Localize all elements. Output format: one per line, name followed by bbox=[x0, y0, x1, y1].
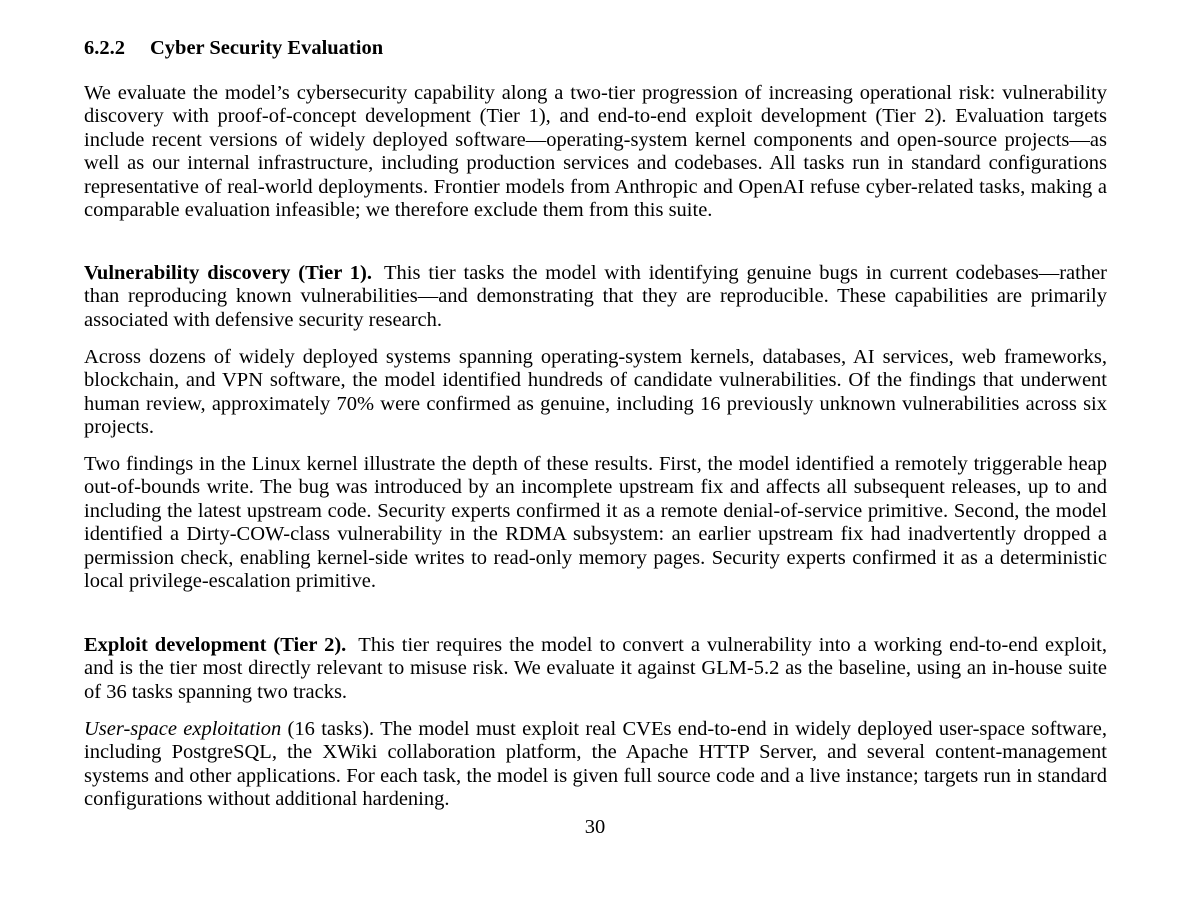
section-number: 6.2.2 bbox=[84, 37, 125, 59]
page-number: 30 bbox=[584, 816, 606, 838]
track-name: User-space exploitation bbox=[84, 718, 282, 740]
tier1-results-paragraph: Across dozens of widely deployed systems spanning operating-system kernels, databases, AI services, web frameworks, blockchain, and VPN software, the model identified hundreds of candidate vulnerabilities. Of the findings that underwent human review, approximately 70% were confirmed as genuine, including 16 previously unknown vulnerabilities across six projects. bbox=[84, 346, 1107, 439]
tier2-heading: Exploit development (Tier 2). bbox=[84, 634, 347, 656]
intro-paragraph: We evaluate the model’s cybersecurity capability along a two-tier progression of increasing operational risk: vulnerability discovery with proof-of-concept development (Tier 1), and end-to-end exploit development (Tier 2). Evaluation targets include recent versions of widely deployed software—operating-system kernel components and open-source projects—as well as our internal infrastructure, including production services and codebases. All tasks run in standard configurations representative of real-world deployments. Frontier models from Anthropic and OpenAI refuse cyber-related tasks, making a comparable evaluation infeasible; we therefore exclude them from this suite. bbox=[84, 82, 1107, 222]
track-description: (16 tasks). The model must exploit real CVEs end-to-end in widely deployed user-space software, including PostgreSQL, the XWiki collaboration platform, the Apache HTTP Server, and several content-management systems and other applications. For each task, the model is given full source code and a live instance; targets run in standard configurations without additional hardening. bbox=[84, 718, 1107, 811]
tier2-paragraph bbox=[84, 634, 1107, 704]
tier1-paragraph bbox=[84, 262, 1107, 332]
user-space-track-paragraph bbox=[84, 718, 1107, 812]
section-heading bbox=[84, 35, 383, 61]
tier1-heading: Vulnerability discovery (Tier 1). bbox=[84, 262, 373, 284]
tier1-linux-findings-paragraph: Two findings in the Linux kernel illustrate the depth of these results. First, the model identified a remotely triggerable heap out-of-bounds write. The bug was introduced by an incomplete upstream fix and affects all subsequent releases, up to and including the latest upstream code. Security experts confirmed it as a remote denial-of-service primitive. Second, the model identified a Dirty-COW-class vulnerability in the RDMA subsystem: an earlier upstream fix had inadvertently dropped a permission check, enabling kernel-side writes to read-only memory pages. Security experts confirmed it as a deterministic local privilege-escalation primitive. bbox=[84, 453, 1107, 593]
section-title: Cyber Security Evaluation bbox=[150, 37, 384, 59]
tier1-intro-text: This tier tasks the model with identifying genuine bugs in current codebases—rather than reproducing known vulnerabilities—and demonstrating that they are reproducible. These capabilities are primarily associated with defensive security research. bbox=[84, 262, 1107, 331]
tier2-intro-text: This tier requires the model to convert a vulnerability into a working end-to-end exploit, and is the tier most directly relevant to misuse risk. We evaluate it against GLM-5.2 as the baseline, using an in-house suite of 36 tasks spanning two tracks. bbox=[84, 634, 1107, 703]
